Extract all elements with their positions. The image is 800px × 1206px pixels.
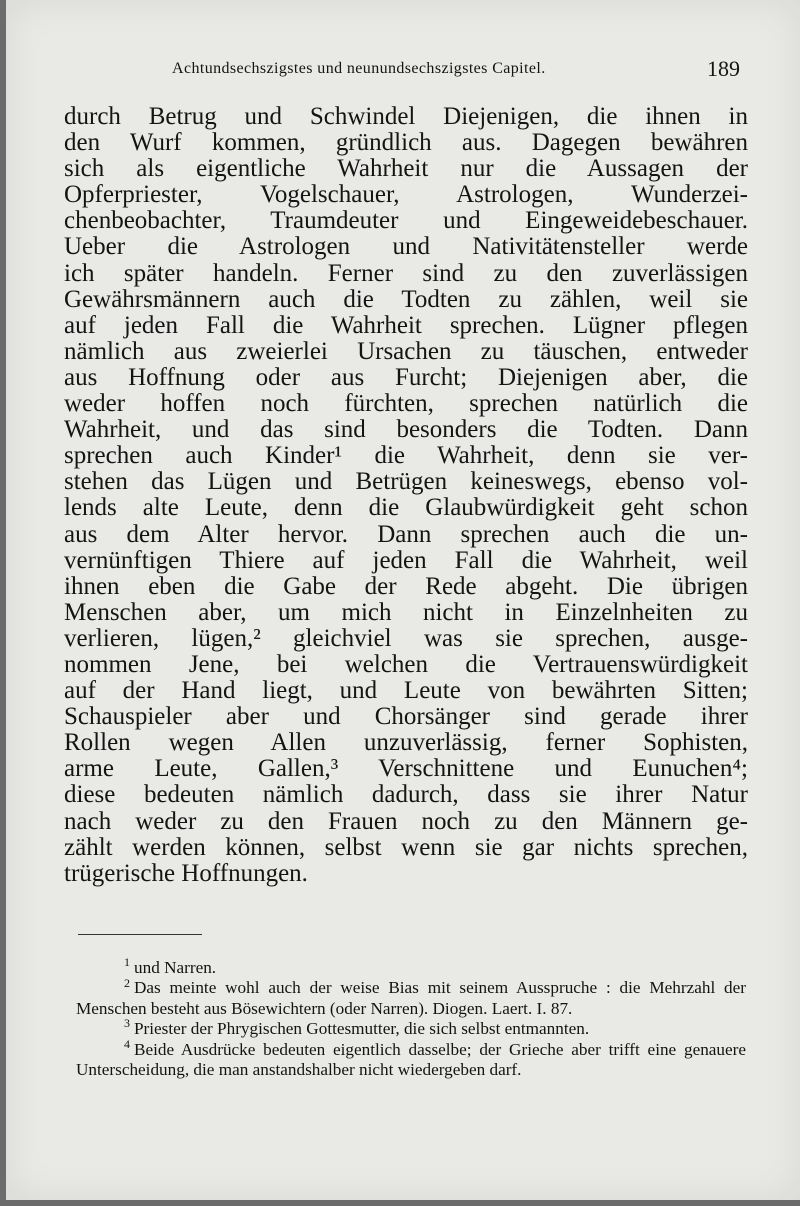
footnote [76,1036,746,1081]
text-line: verlieren, lügen,² gleichviel was sie sprechen, ausge- [64,624,748,652]
text-line: Ueber die Astrologen und Nativitätensteller werde [64,233,748,261]
text-line: den Wurf kommen, gründlich aus. Dagegen bewähren [64,129,748,157]
page-number: 189 [707,56,740,81]
text-line: zählt werden können, selbst wenn sie gar nichts sprechen, [64,833,748,861]
text-line: Menschen aber, um mich nicht in Einzelnheiten zu [64,598,748,626]
footnote [76,975,746,1019]
text-line: durch Betrug und Schwindel Diejenigen, die ihnen in [64,103,748,130]
text-line: sich als eigentliche Wahrheit nur die Aussagen der [64,155,748,183]
text-line: nach weder zu den Frauen noch zu den Männern ge- [64,807,748,835]
footnote-text: Priester der Phrygischen Gottesmutter, die sich selbst entmannten. [134,1019,590,1039]
text-line: Wahrheit, und das sind besonders die Todten. Dann [64,416,748,444]
text-line: lends alte Leute, denn die Glaubwürdigkeit geht schon [64,494,748,522]
text-line: Gewährsmännern auch die Todten zu zählen, weil sie [64,285,748,313]
text-line: ihnen eben die Gabe der Rede abgeht. Die übrigen [64,572,748,600]
body-text [64,104,748,887]
text-line: Schauspieler aber und Chorsänger sind gerade ihrer [64,703,748,731]
text-line: nommen Jene, bei welchen die Vertrauenswürdigkeit [64,650,748,678]
text-line: Rollen wegen Allen unzuverlässig, ferner Sophisten, [64,729,748,757]
text-line: aus dem Alter hervor. Dann sprechen auch die un- [64,520,748,548]
footnotes [76,955,746,1080]
text-line: chenbeobachter, Traumdeuter und Eingeweidebeschauer. [64,207,748,235]
book-page [6,0,800,1200]
text-line: auf der Hand liegt, und Leute von bewährten Sitten; [64,677,748,705]
footnote-mark: 3 [124,1016,130,1031]
page-header [172,58,752,86]
text-line: trügerische Hoffnungen. [64,859,308,887]
text-line: stehen das Lügen und Betrügen keineswegs, ebenso vol- [64,468,748,496]
text-line: diese bedeuten nämlich dadurch, dass sie ihrer Natur [64,781,748,809]
text-line: sprechen auch Kinder¹ die Wahrheit, denn sie ver- [64,442,748,470]
footnote-divider [78,934,202,935]
text-line: weder hoffen noch fürchten, sprechen natürlich die [64,390,748,418]
text-line: vernünftigen Thiere auf jeden Fall die Wahrheit, weil [64,546,748,574]
footnote-text: Beide Ausdrücke bedeuten eigentlich dasselbe; der Grieche aber trifft eine genauere Unterscheidung, die man anstandshalber nicht wiedergeben darf. [76,1039,746,1080]
running-title: Achtundsechszigstes und neunundsechszigstes Capitel. [172,60,546,77]
footnote-mark: 2 [124,975,130,990]
footnote-mark: 4 [124,1036,130,1051]
text-line: arme Leute, Gallen,³ Verschnittene und Eunuchen⁴; [64,755,748,783]
footnote-text: Das meinte wohl auch der weise Bias mit seinem Ausspruche : die Mehrzahl der Menschen besteht aus Bösewichtern (oder Narren). Diogen. Laert. I. 87. [76,978,746,1018]
footnote-text: und Narren. [134,958,217,977]
text-line: auf jeden Fall die Wahrheit sprechen. Lügner pflegen [64,311,748,339]
footnote [76,955,746,978]
text-line: nämlich aus zweierlei Ursachen zu täuschen, entweder [64,337,748,365]
footnote-mark: 1 [124,955,130,970]
text-line: ich später handeln. Ferner sind zu den zuverlässigen [64,259,748,287]
text-line: aus Hoffnung oder aus Furcht; Diejenigen aber, die [64,363,748,391]
footnote [76,1016,746,1039]
text-line: Opferpriester, Vogelschauer, Astrologen, Wunderzei- [64,181,748,209]
